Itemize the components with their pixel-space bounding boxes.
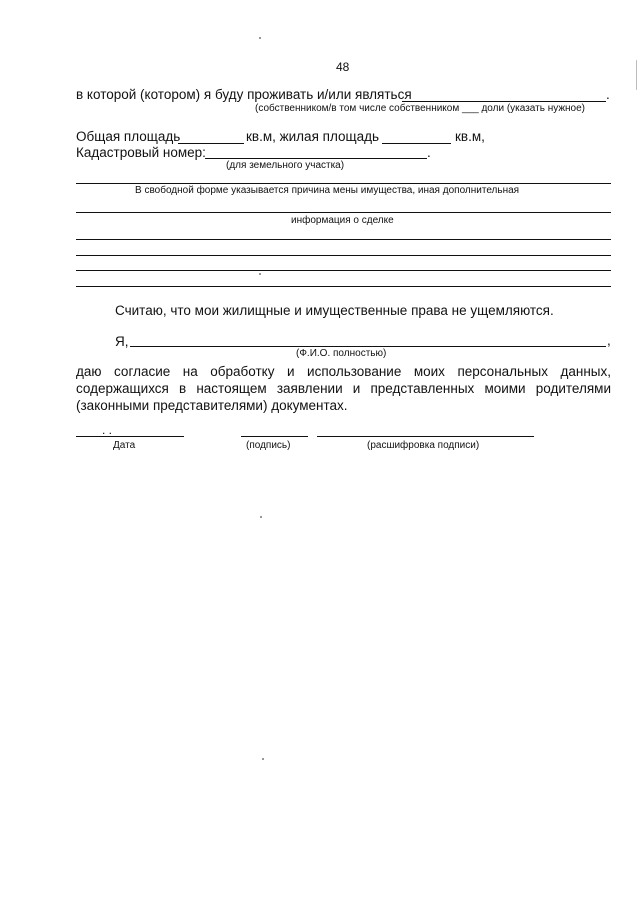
free-form-line-6 bbox=[76, 286, 611, 287]
free-form-line-1 bbox=[76, 183, 611, 184]
consent-line-2: содержащихся в настоящем заявлении и представленных моими родителями bbox=[76, 381, 611, 396]
scan-speck bbox=[636, 60, 637, 90]
consent-line-1: даю согласие на обработку и использование моих персональных данных, bbox=[76, 364, 611, 379]
fio-blank bbox=[130, 346, 606, 347]
free-form-line-2 bbox=[76, 212, 611, 213]
scan-speck bbox=[260, 516, 262, 518]
date-dots: . . bbox=[102, 423, 113, 437]
ownership-blank bbox=[402, 101, 606, 102]
date-blank bbox=[76, 436, 184, 437]
scan-speck bbox=[262, 758, 264, 760]
free-form-line-3 bbox=[76, 239, 611, 240]
scan-speck bbox=[259, 273, 261, 275]
decode-blank bbox=[317, 436, 534, 437]
consent-line-3: (законными представителями) документах. bbox=[76, 398, 348, 413]
free-form-line-4 bbox=[76, 255, 611, 256]
cadastral-end: . bbox=[427, 145, 431, 160]
cadastral-label: Кадастровый номер: bbox=[76, 145, 206, 160]
rights-statement: Считаю, что мои жилищные и имущественные права не ущемляются. bbox=[115, 303, 554, 318]
fio-hint: (Ф.И.О. полностью) bbox=[296, 348, 387, 359]
free-form-line-5 bbox=[76, 270, 611, 271]
date-label: Дата bbox=[113, 440, 136, 451]
signature-blank bbox=[241, 436, 308, 437]
consent-comma: , bbox=[607, 333, 611, 348]
living-area-label: кв.м, жилая площадь bbox=[246, 129, 380, 144]
page-number: 48 bbox=[336, 60, 350, 74]
residence-end: . bbox=[606, 87, 610, 102]
cadastral-blank bbox=[205, 158, 427, 159]
free-form-hint-1: В свободной форме указывается причина мены имущества, иная дополнительная bbox=[135, 185, 520, 196]
consent-paragraph bbox=[76, 363, 611, 414]
free-form-hint-2: информация о сделке bbox=[291, 215, 394, 226]
total-area-label: Общая площадь bbox=[76, 129, 181, 144]
decode-label: (расшифровка подписи) bbox=[367, 440, 480, 451]
total-area-blank bbox=[178, 143, 244, 144]
cadastral-hint: (для земельного участка) bbox=[226, 160, 345, 171]
residence-text: в которой (котором) я буду проживать и/или являться bbox=[76, 87, 412, 102]
ownership-hint: (собственником/в том числе собственником ___ доли (указать нужное) bbox=[255, 103, 586, 114]
signature-label: (подпись) bbox=[246, 440, 291, 451]
consent-prefix: Я, bbox=[115, 334, 129, 349]
living-area-blank bbox=[382, 143, 451, 144]
area-unit: кв.м, bbox=[455, 129, 485, 144]
scan-speck bbox=[259, 37, 261, 39]
